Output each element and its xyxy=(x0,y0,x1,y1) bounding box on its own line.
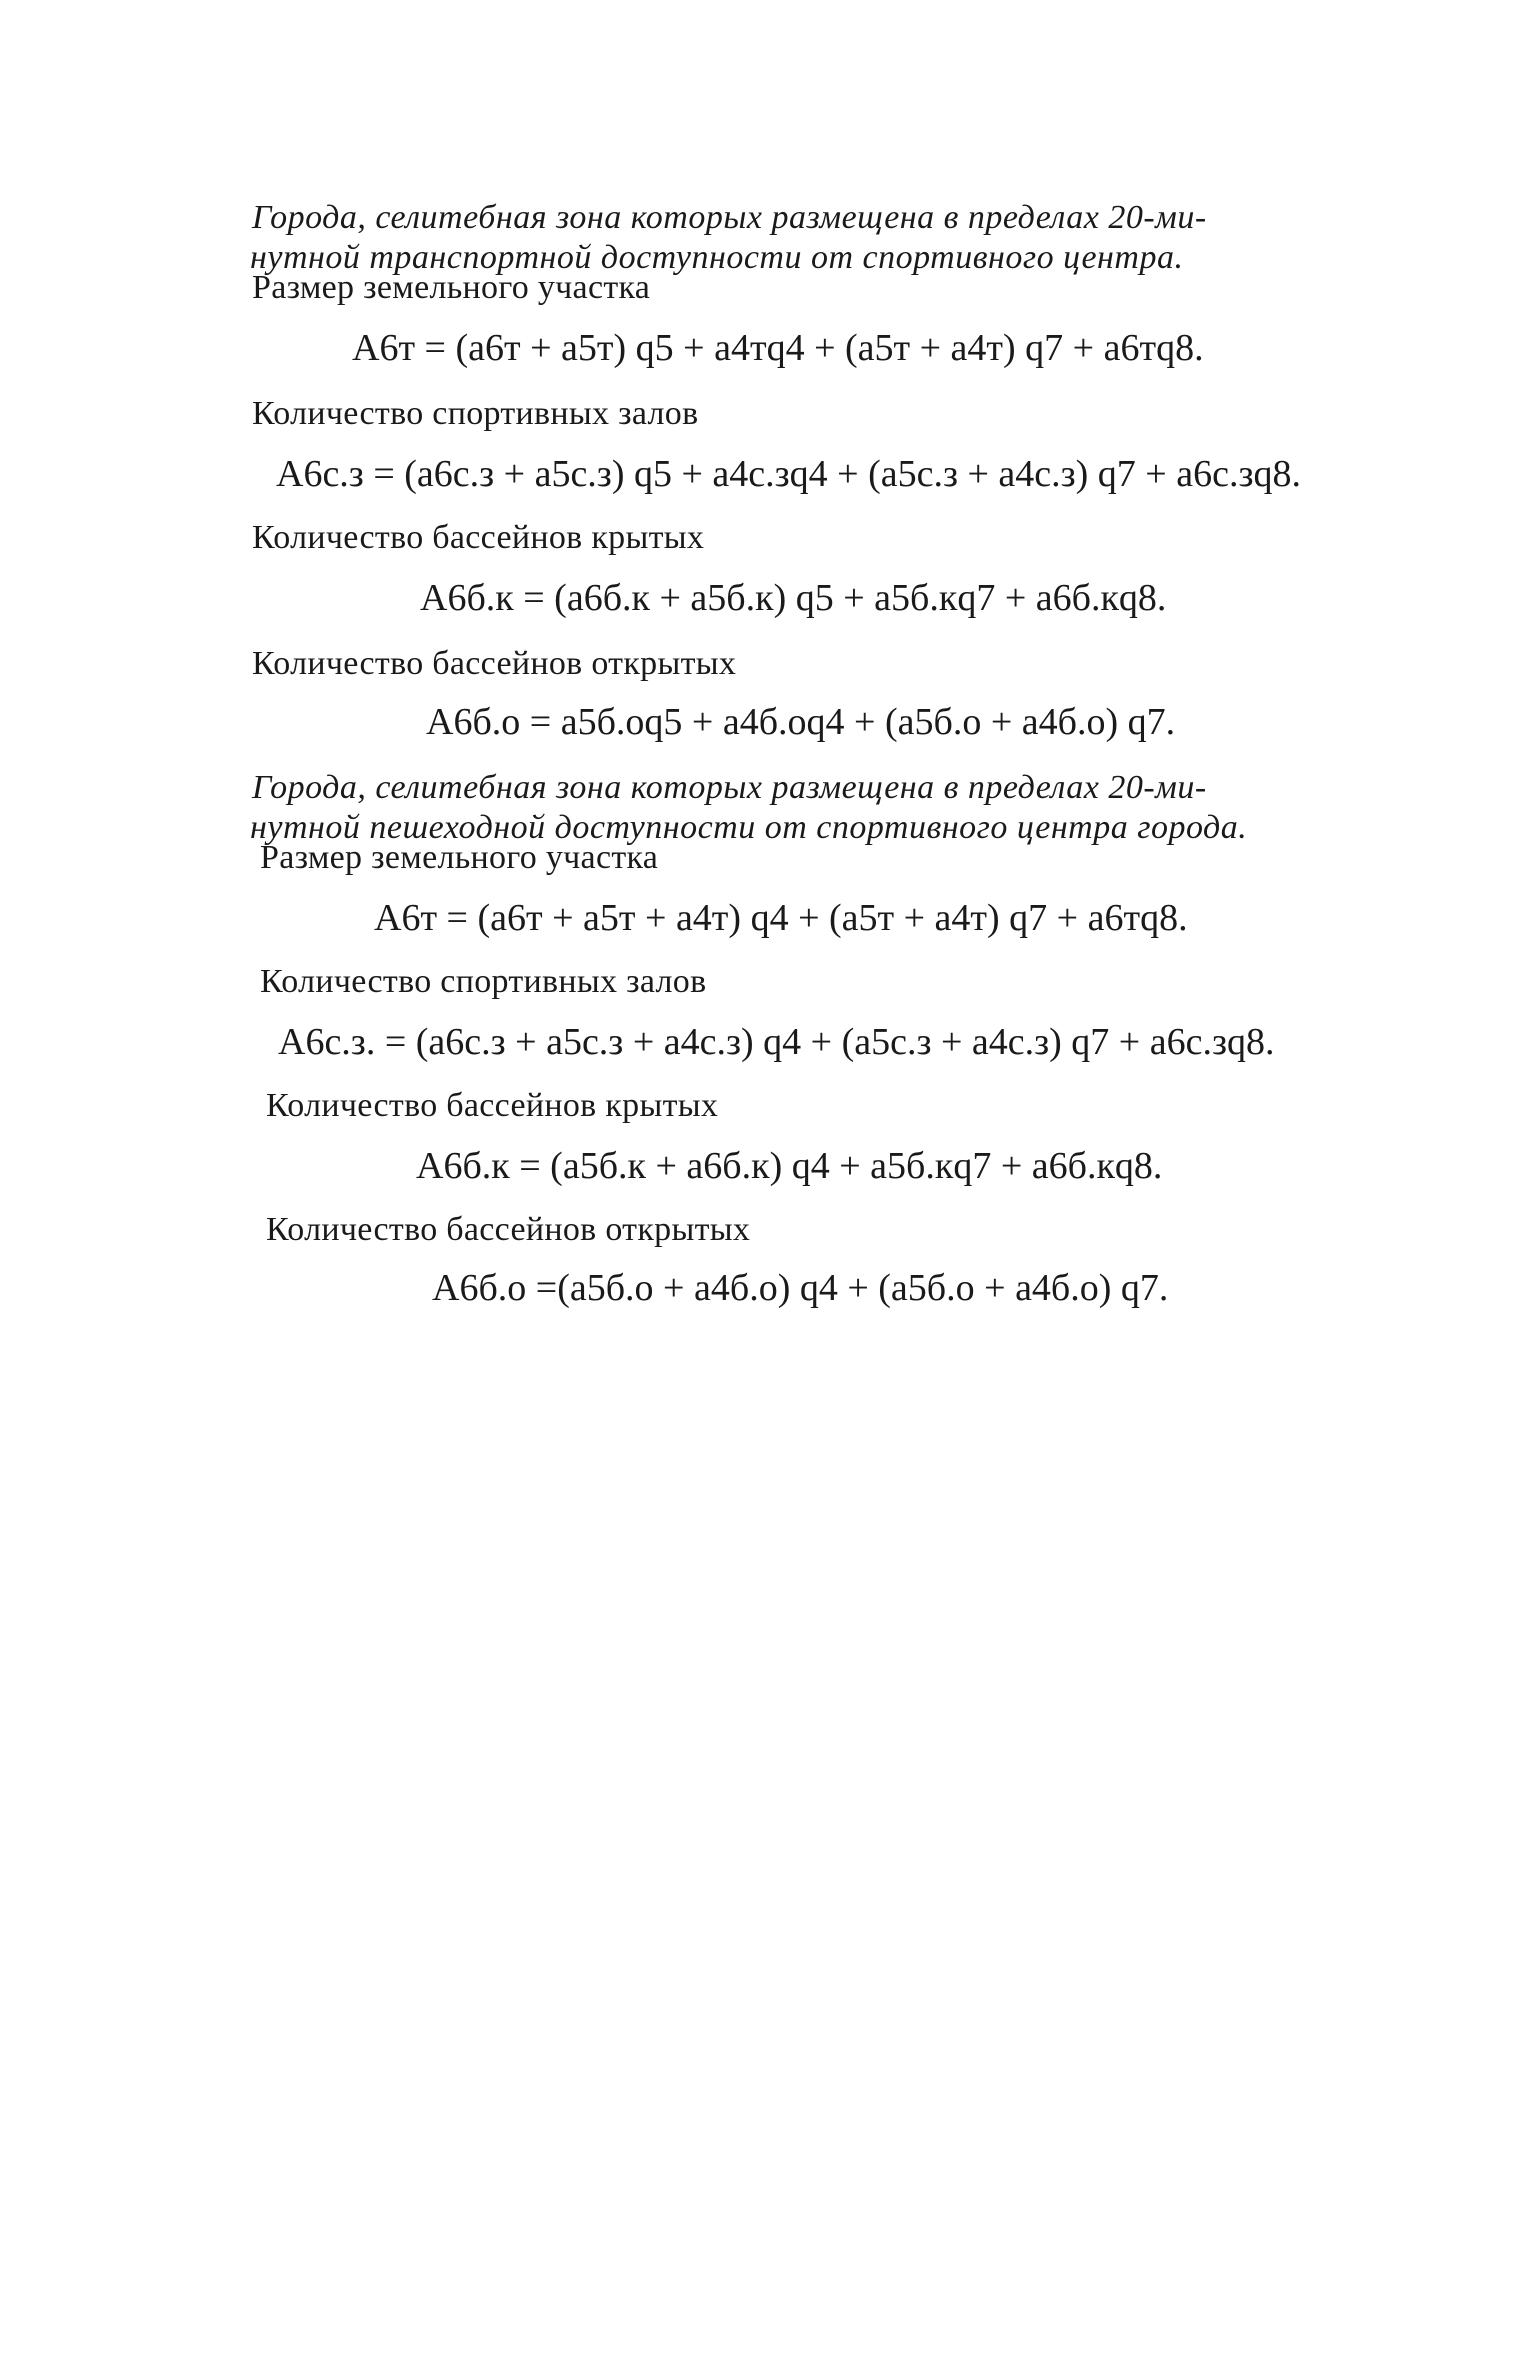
section1-formula-sports-halls: A6с.з = (a6с.з + a5с.з) q5 + a4с.зq4 + (a5с.з + a4с.з) q7 + a6с.зq8. xyxy=(276,453,1301,495)
section2-label-open-pools: Количество бассейнов открытых xyxy=(266,1211,751,1248)
section1-formula-covered-pools: A6б.к = (a6б.к + a5б.к) q5 + a5б.кq7 + a6б.кq8. xyxy=(420,577,1167,619)
section2-label-land-area: Размер земельного участка xyxy=(260,839,659,876)
section1-label-covered-pools: Количество бассейнов крытых xyxy=(252,519,705,556)
section2-formula-covered-pools: A6б.к = (a5б.к + a6б.к) q4 + a5б.кq7 + a6б.кq8. xyxy=(416,1145,1163,1187)
section1-formula-open-pools: A6б.о = a5б.оq5 + a4б.оq4 + (a5б.о + a4б.о) q7. xyxy=(426,701,1176,743)
section1-label-sports-halls: Количество спортивных залов xyxy=(252,395,699,432)
section2-heading xyxy=(252,768,1362,848)
section2-label-sports-halls: Количество спортивных залов xyxy=(260,963,707,1000)
section1-heading xyxy=(252,198,1362,278)
section1-label-land-area: Размер земельного участка xyxy=(252,269,651,306)
section1-formula-land-area: A6т = (a6т + a5т) q5 + a4тq4 + (a5т + a4т) q7 + a6тq8. xyxy=(352,327,1204,369)
section2-formula-land-area: A6т = (a6т + a5т + a4т) q4 + (a5т + a4т) q7 + a6тq8. xyxy=(374,897,1188,939)
section2-heading-line2: нутной пешеходной доступности от спортивного центра города. xyxy=(250,809,1248,846)
section1-label-open-pools: Количество бассейнов открытых xyxy=(252,645,737,682)
section2-label-covered-pools: Количество бассейнов крытых xyxy=(266,1087,719,1124)
section1-heading-line1: Города, селитебная зона которых размещена в пределах 20-ми- xyxy=(252,199,1207,236)
section2-heading-line1: Города, селитебная зона которых размещена в пределах 20-ми- xyxy=(252,769,1207,806)
section1-heading-line2: нутной транспортной доступности от спортивного центра. xyxy=(250,239,1184,276)
section2-formula-open-pools: A6б.о =(a5б.о + a4б.о) q4 + (a5б.о + a4б.о) q7. xyxy=(432,1267,1169,1309)
section2-formula-sports-halls: A6с.з. = (a6с.з + a5с.з + a4с.з) q4 + (a5с.з + a4с.з) q7 + a6с.зq8. xyxy=(278,1021,1275,1063)
